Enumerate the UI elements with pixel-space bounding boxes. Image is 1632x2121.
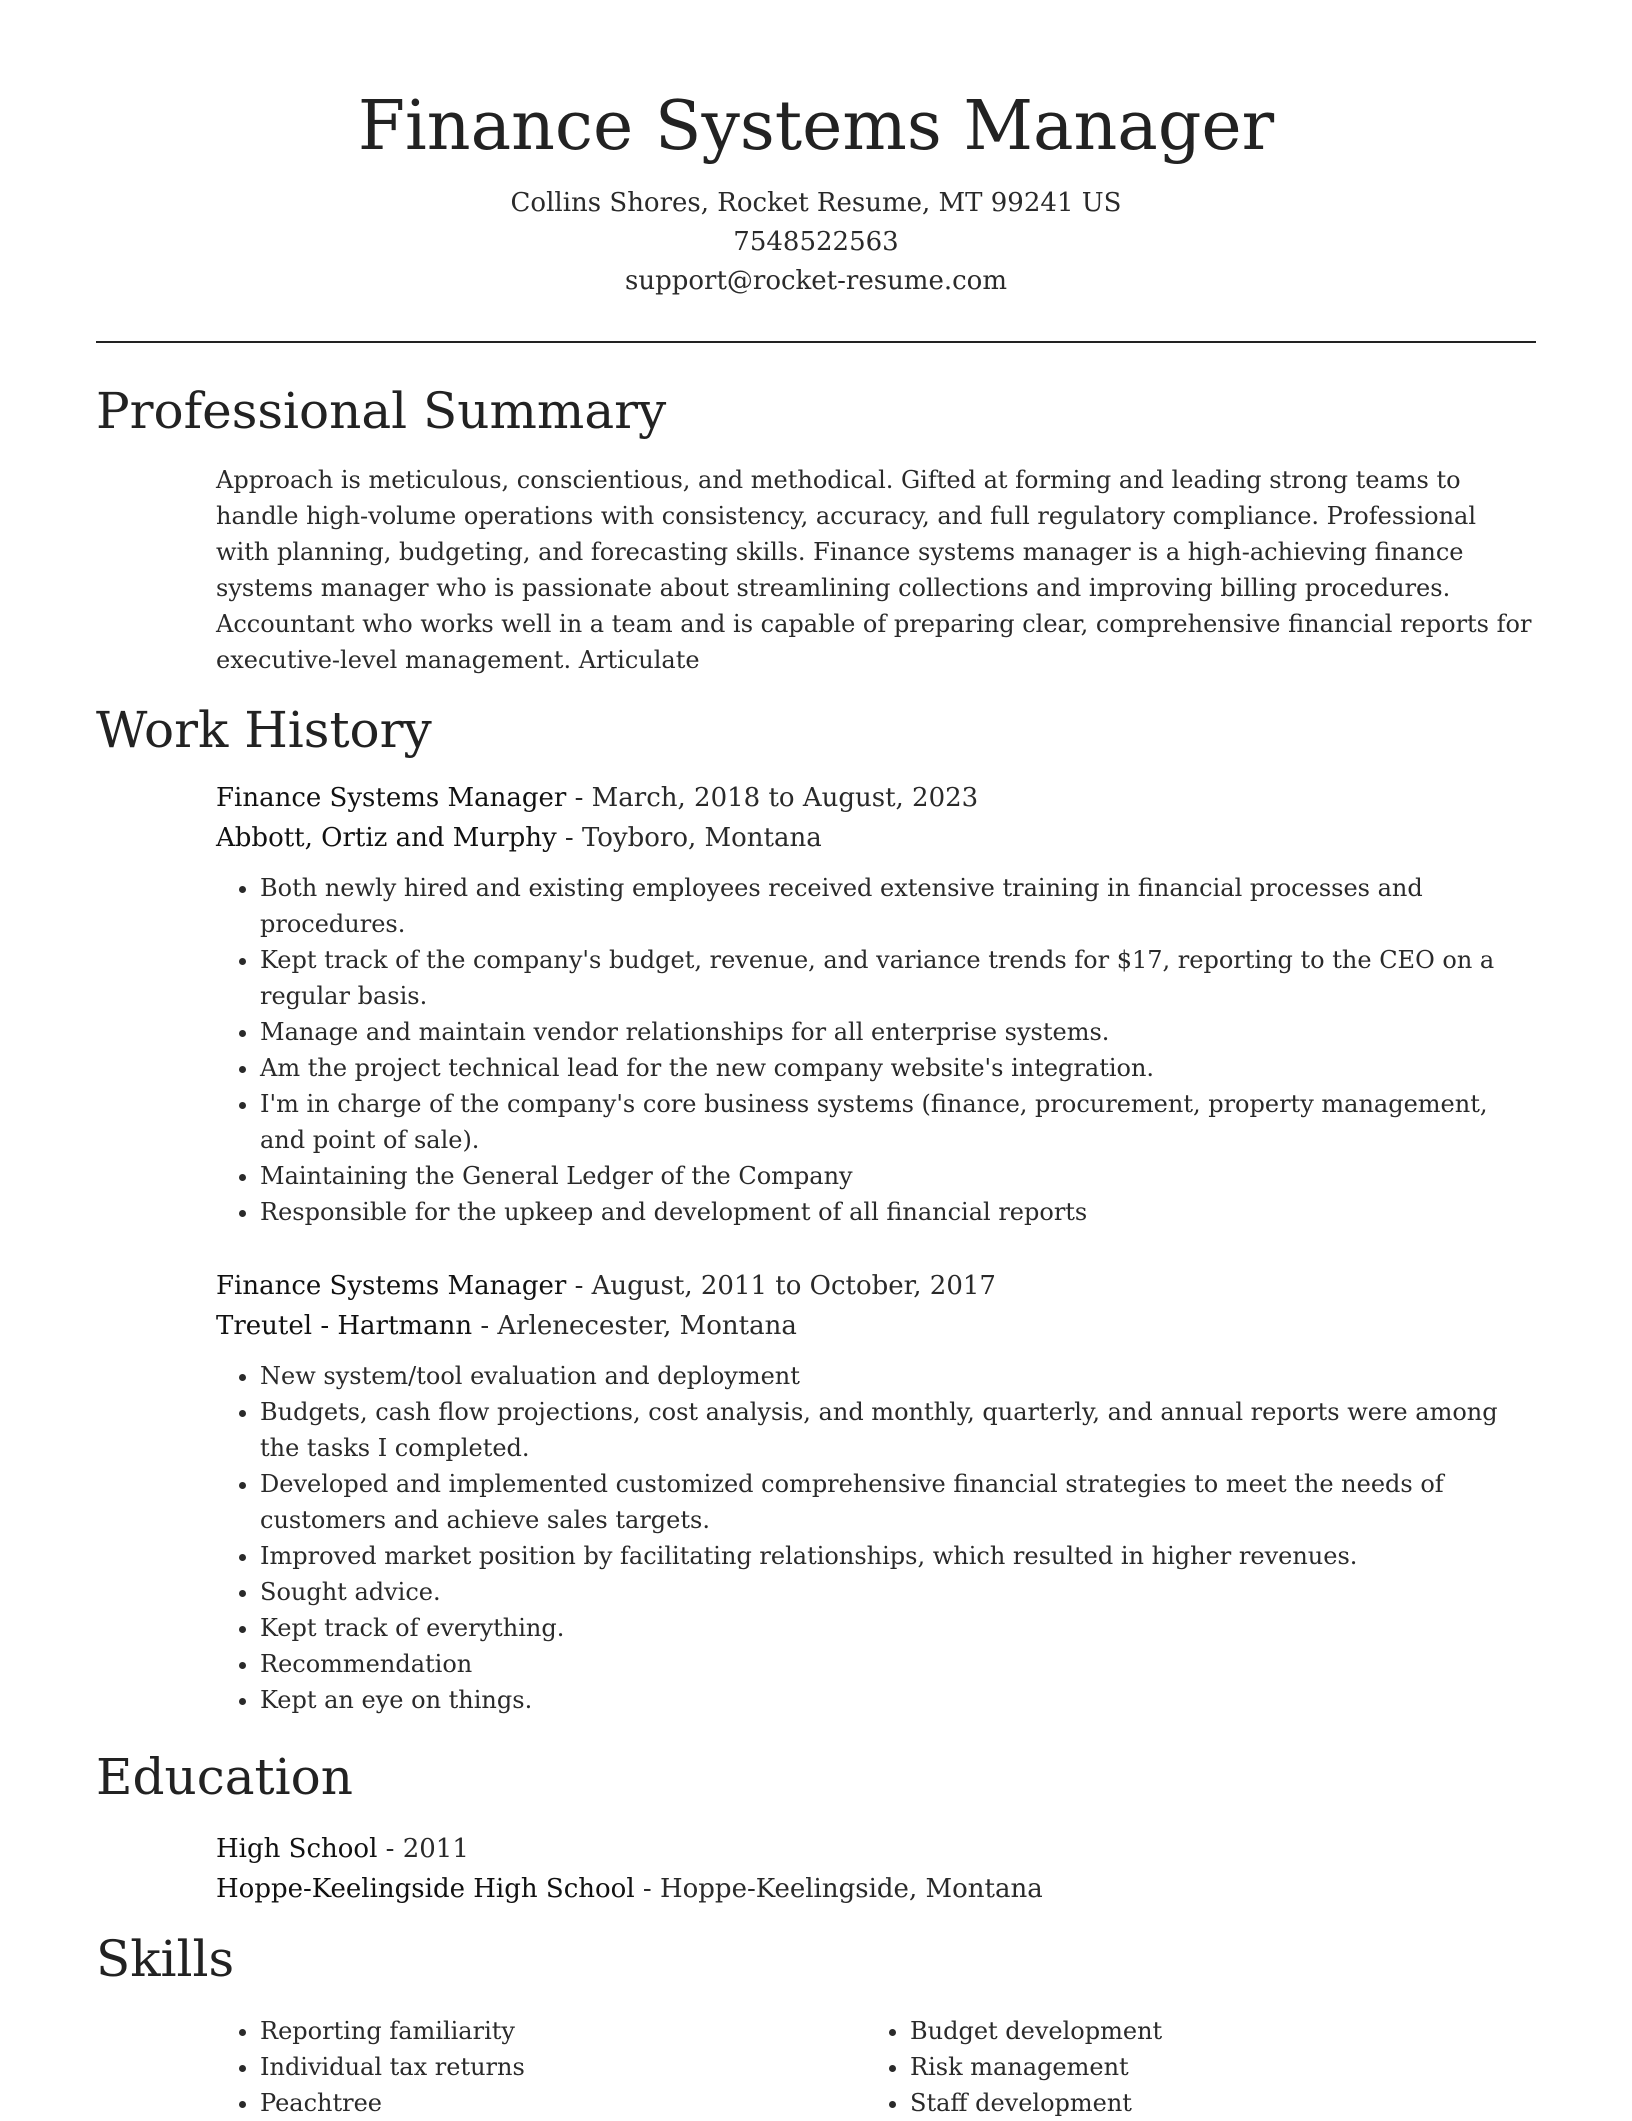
- list-item: • Manage and maintain vendor relationships for all enterprise systems.: [260, 1014, 1536, 1050]
- contact-email: support@rocket-resume.com: [624, 266, 1007, 296]
- list-item: • Kept an eye on things.: [260, 1682, 1536, 1718]
- section-title-skills: Skills: [96, 1930, 235, 1988]
- job-title-line: [216, 778, 1536, 818]
- job-location: - Toyboro, Montana: [556, 823, 822, 853]
- section-title-work-history: Work History: [96, 701, 432, 759]
- job-dates: - August, 2011 to October, 2017: [566, 1271, 996, 1301]
- header-divider: [96, 341, 1536, 343]
- education-school: Hoppe-Keelingside High School: [216, 1874, 635, 1904]
- education-degree-line: [216, 1829, 1536, 1869]
- list-item: • Improved market position by facilitating relationships, which resulted in higher revenues.: [260, 1538, 1536, 1574]
- list-item: • New system/tool evaluation and deployment: [260, 1358, 1536, 1394]
- job-company-line: [216, 1306, 1536, 1346]
- job-duties-list: [216, 1358, 1536, 1718]
- skills-block: [216, 2013, 1536, 2121]
- skill-item: • Individual tax returns: [260, 2049, 866, 2085]
- job-duties-list: [216, 870, 1536, 1230]
- education-year: - 2011: [377, 1834, 469, 1864]
- skill-item: • Risk management: [910, 2049, 1516, 2085]
- section-title-education: Education: [96, 1748, 353, 1806]
- resume-header: [96, 84, 1536, 301]
- skills-column-left: [216, 2013, 866, 2121]
- job-entry-2: [216, 1266, 1536, 1718]
- list-item: • Kept track of the company's budget, revenue, and variance trends for $17, reporting to the CEO on a regular basis.: [260, 942, 1536, 1014]
- education-location: - Hoppe-Keelingside, Montana: [634, 1874, 1043, 1904]
- skill-item: • Peachtree: [260, 2085, 866, 2121]
- summary-text: Approach is meticulous, conscientious, and methodical. Gifted at forming and leading strong teams to handle high-volume operations with consistency, accuracy, and full regulatory compliance. Professional with planning, budgeting, and forecasting skills. Finance systems manager is a high-achieving finance systems manager who is passionate about streamlining collections and improving billing procedures. Accountant who works well in a team and is capable of preparing clear, comprehensive financial reports for executive-level management. Articulate: [216, 466, 1532, 674]
- list-item: • Am the project technical lead for the new company website's integration.: [260, 1050, 1536, 1086]
- list-item: • Developed and implemented customized comprehensive financial strategies to meet the needs of customers and achieve sales targets.: [260, 1466, 1536, 1538]
- skill-item: • Budget development: [910, 2013, 1516, 2049]
- list-item: • Sought advice.: [260, 1574, 1536, 1610]
- list-item: • I'm in charge of the company's core business systems (finance, procurement, property management, and point of sale).: [260, 1086, 1536, 1158]
- job-title-line: [216, 1266, 1536, 1306]
- skills-columns: [216, 2013, 1536, 2121]
- skill-item: • Staff development: [910, 2085, 1516, 2121]
- skill-item: • Reporting familiarity: [260, 2013, 866, 2049]
- skills-list-right: [866, 2013, 1516, 2121]
- list-item: • Both newly hired and existing employees received extensive training in financial processes and procedures.: [260, 870, 1536, 942]
- job-company-line: [216, 818, 1536, 858]
- contact-address: Collins Shores, Rocket Resume, MT 99241 US: [510, 188, 1122, 218]
- candidate-name: Finance Systems Manager: [357, 87, 1275, 166]
- list-item: • Responsible for the upkeep and development of all financial reports: [260, 1194, 1536, 1230]
- job-role: Finance Systems Manager: [216, 783, 567, 813]
- job-company: Treutel - Hartmann: [216, 1311, 473, 1341]
- job-location: - Arlenecester, Montana: [472, 1311, 797, 1341]
- list-item: • Budgets, cash flow projections, cost analysis, and monthly, quarterly, and annual reports were among the tasks I completed.: [260, 1394, 1536, 1466]
- list-item: • Recommendation: [260, 1646, 1536, 1682]
- job-role: Finance Systems Manager: [216, 1271, 567, 1301]
- section-title-summary: Professional Summary: [96, 382, 667, 440]
- skills-list-left: [216, 2013, 866, 2121]
- skills-column-right: [866, 2013, 1516, 2121]
- summary-block: [216, 462, 1536, 678]
- education-entry: [216, 1829, 1536, 1909]
- list-item: • Maintaining the General Ledger of the Company: [260, 1158, 1536, 1194]
- job-company: Abbott, Ortiz and Murphy: [216, 823, 557, 853]
- education-degree: High School: [216, 1834, 378, 1864]
- list-item: • Kept track of everything.: [260, 1610, 1536, 1646]
- education-school-line: [216, 1869, 1536, 1909]
- job-dates: - March, 2018 to August, 2023: [566, 783, 979, 813]
- contact-phone: 7548522563: [733, 227, 899, 257]
- job-entry-1: [216, 778, 1536, 1230]
